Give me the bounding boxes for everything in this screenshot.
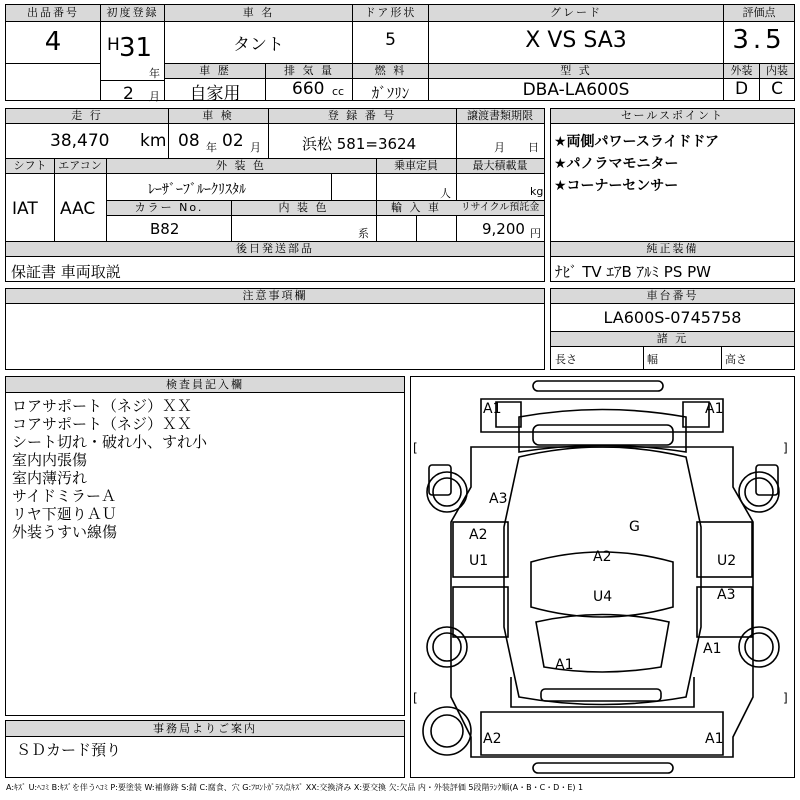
score-value: 3.5: [732, 25, 786, 55]
damage-mark: A1: [705, 731, 724, 747]
shift-value: IAT: [12, 199, 38, 219]
svg-text:[: [: [413, 441, 418, 455]
car-outline: [411, 377, 794, 777]
exterior-value: D: [734, 79, 749, 99]
inspection-label: 車 検: [168, 109, 268, 124]
later-parts-value: 保証書 車両取説: [11, 263, 121, 281]
load-label: 最大積載量: [456, 159, 544, 174]
inspector-line: コアサポート（ネジ）ＸＸ: [12, 415, 193, 433]
capacity-label: 乗車定員: [376, 159, 456, 174]
int-color-label: 内 装 色: [231, 201, 376, 216]
door-label: ドア形状: [353, 5, 428, 22]
lot-box: [5, 4, 101, 101]
svg-text:]: ]: [783, 441, 788, 455]
transfer-day-unit: 日: [528, 141, 539, 154]
recycle-unit: 円: [530, 227, 541, 240]
load-unit: kg: [530, 185, 544, 198]
grade-label: グレード: [429, 5, 723, 22]
shift-label: シフト: [6, 159, 54, 174]
inspector-line: 室内内張傷: [12, 451, 88, 469]
damage-mark: U1: [469, 553, 489, 569]
legend: A:ｷｽﾞ U:ﾍｺﾐ B:ｷｽﾞを伴うﾍｺﾐ P:要塗装 W:補修跡 S:錆 C:腐食、穴 G:ﾌﾛﾝﾄｶﾞﾗｽ点ｷｽﾞ XX:交換済み X:要交換 欠:欠品 内・外装評価 5段階ﾗﾝｸ順(A・B・C・D・E) 1: [6, 783, 584, 792]
transfer-label: 譲渡書類期限: [456, 109, 544, 124]
chassis-label: 車台番号: [551, 289, 794, 304]
exterior-label: 外装: [724, 64, 759, 79]
car-name: タント: [233, 35, 284, 55]
capacity-unit: 人: [440, 187, 451, 200]
damage-mark: A1: [555, 657, 574, 673]
inspector-line: シート切れ・破れ小、すれ小: [12, 433, 208, 451]
plate-value: 浜松 581=3624: [302, 135, 417, 153]
damage-mark: G: [629, 519, 640, 535]
fuel-value: ｶﾞｿﾘﾝ: [371, 84, 410, 102]
exterior-box: [723, 63, 760, 101]
sales-points-label: セールスポイント: [551, 109, 794, 124]
damage-mark: A1: [705, 401, 724, 417]
damage-mark: U2: [717, 553, 737, 569]
history-value: 自家用: [189, 84, 241, 104]
door-box: [352, 4, 429, 64]
lot-label: 出品番号: [6, 5, 100, 22]
score-box: [723, 4, 795, 64]
inspector-line: サイドミラーＡ: [12, 487, 116, 505]
history-box: [164, 63, 266, 104]
width-label: 幅: [647, 353, 658, 366]
fuel-box: [352, 63, 429, 101]
ac-label: エアコン: [54, 159, 106, 174]
grade-value: X VS SA3: [525, 28, 627, 53]
displacement-unit: cc: [332, 85, 345, 98]
year-unit: 年: [149, 67, 160, 80]
notes-box: [5, 288, 545, 370]
damage-mark: A2: [469, 527, 488, 543]
import-label: 輸 入 車: [376, 201, 456, 216]
mileage-value: 38,470: [50, 131, 110, 151]
inspector-label: 検査員記入欄: [6, 377, 404, 393]
inspection-year-unit: 年: [206, 141, 217, 154]
inspector-box: [5, 376, 405, 716]
notes-label: 注意事項欄: [6, 289, 544, 304]
interior-label: 内装: [760, 64, 794, 79]
first-reg-label: 初度登録: [101, 5, 164, 22]
damage-mark: A2: [593, 549, 612, 565]
chassis-value: LA600S-0745758: [603, 308, 742, 327]
recycle-value: 9,200: [482, 220, 525, 238]
office-label: 事務局よりご案内: [6, 721, 404, 737]
inspector-line: リヤ下廻りＡＵ: [12, 505, 117, 523]
first-reg-box: [100, 4, 165, 104]
door-value: 5: [385, 30, 396, 50]
model-box: [428, 63, 724, 101]
dims-label: 諸 元: [551, 332, 794, 347]
svg-text:[: [: [413, 691, 418, 705]
inspection-month: 02: [222, 131, 244, 151]
interior-value: C: [771, 79, 783, 99]
damage-mark: A3: [717, 587, 736, 603]
displacement-box: [265, 63, 353, 101]
score-label: 評価点: [724, 5, 794, 22]
damage-mark: A2: [483, 731, 502, 747]
sales-point: ★コーナーセンサー: [554, 178, 679, 194]
first-reg-month: 2: [123, 84, 134, 104]
later-parts-box: [5, 241, 545, 282]
damage-mark: A1: [483, 401, 502, 417]
inspector-line: 室内薄汚れ: [12, 469, 88, 487]
grade-box: [428, 4, 724, 64]
interior-box: [759, 63, 795, 101]
color-no-value: B82: [150, 220, 180, 238]
plate-label: 登 録 番 号: [268, 109, 456, 124]
car-name-box: [164, 4, 353, 64]
mileage-unit: km: [140, 131, 167, 151]
era-prefix: H: [107, 35, 120, 55]
damage-diagram: [410, 376, 795, 778]
month-unit: 月: [149, 90, 160, 103]
ext-color-label: 外 装 色: [106, 159, 376, 174]
sales-point: ★両側パワースライドドア: [554, 134, 720, 150]
model-label: 型 式: [429, 64, 723, 79]
ac-value: AAC: [60, 199, 96, 219]
displacement-value: 660: [292, 79, 325, 99]
first-reg-year: 31: [119, 33, 153, 63]
car-name-label: 車 名: [165, 5, 352, 22]
history-label: 車 歴: [165, 64, 265, 79]
height-label: 高さ: [725, 353, 747, 366]
displacement-label: 排 気 量: [266, 64, 352, 79]
fuel-label: 燃 料: [353, 64, 428, 79]
equipment-label: 純正装備: [551, 242, 794, 257]
main-info-box: [5, 108, 545, 242]
chassis-box: [550, 288, 795, 370]
svg-text:]: ]: [783, 691, 788, 705]
later-parts-label: 後日発送部品: [6, 242, 544, 257]
mileage-label: 走 行: [6, 109, 168, 124]
inspection-year: 08: [178, 131, 200, 151]
damage-mark: A1: [703, 641, 722, 657]
inspector-line: ロアサポート（ネジ）ＸＸ: [12, 397, 193, 415]
office-box: [5, 720, 405, 778]
equipment-box: [550, 241, 795, 282]
sales-points-box: [550, 108, 795, 242]
lot-number: 4: [44, 27, 62, 57]
length-label: 長さ: [555, 353, 577, 366]
equipment-value: ﾅﾋﾞ TV ｴｱB ｱﾙﾐ PS PW: [555, 263, 711, 281]
inspection-month-unit: 月: [250, 141, 261, 154]
damage-mark: U4: [593, 589, 613, 605]
ext-color-value: ﾚｰｻﾞｰﾌﾞﾙｰｸﾘｽﾀﾙ: [148, 182, 246, 198]
transfer-month-unit: 月: [494, 141, 505, 154]
int-color-unit: 系: [358, 227, 369, 240]
office-value: ＳＤカード預り: [16, 741, 122, 759]
recycle-label: リサイクル預託金: [456, 201, 544, 216]
inspector-line: 外装うすい線傷: [12, 523, 118, 541]
color-no-label: カラー No.: [107, 201, 231, 216]
sales-point: ★パノラマモニター: [554, 156, 679, 172]
model-value: DBA-LA600S: [522, 80, 630, 100]
damage-mark: A3: [489, 491, 508, 507]
